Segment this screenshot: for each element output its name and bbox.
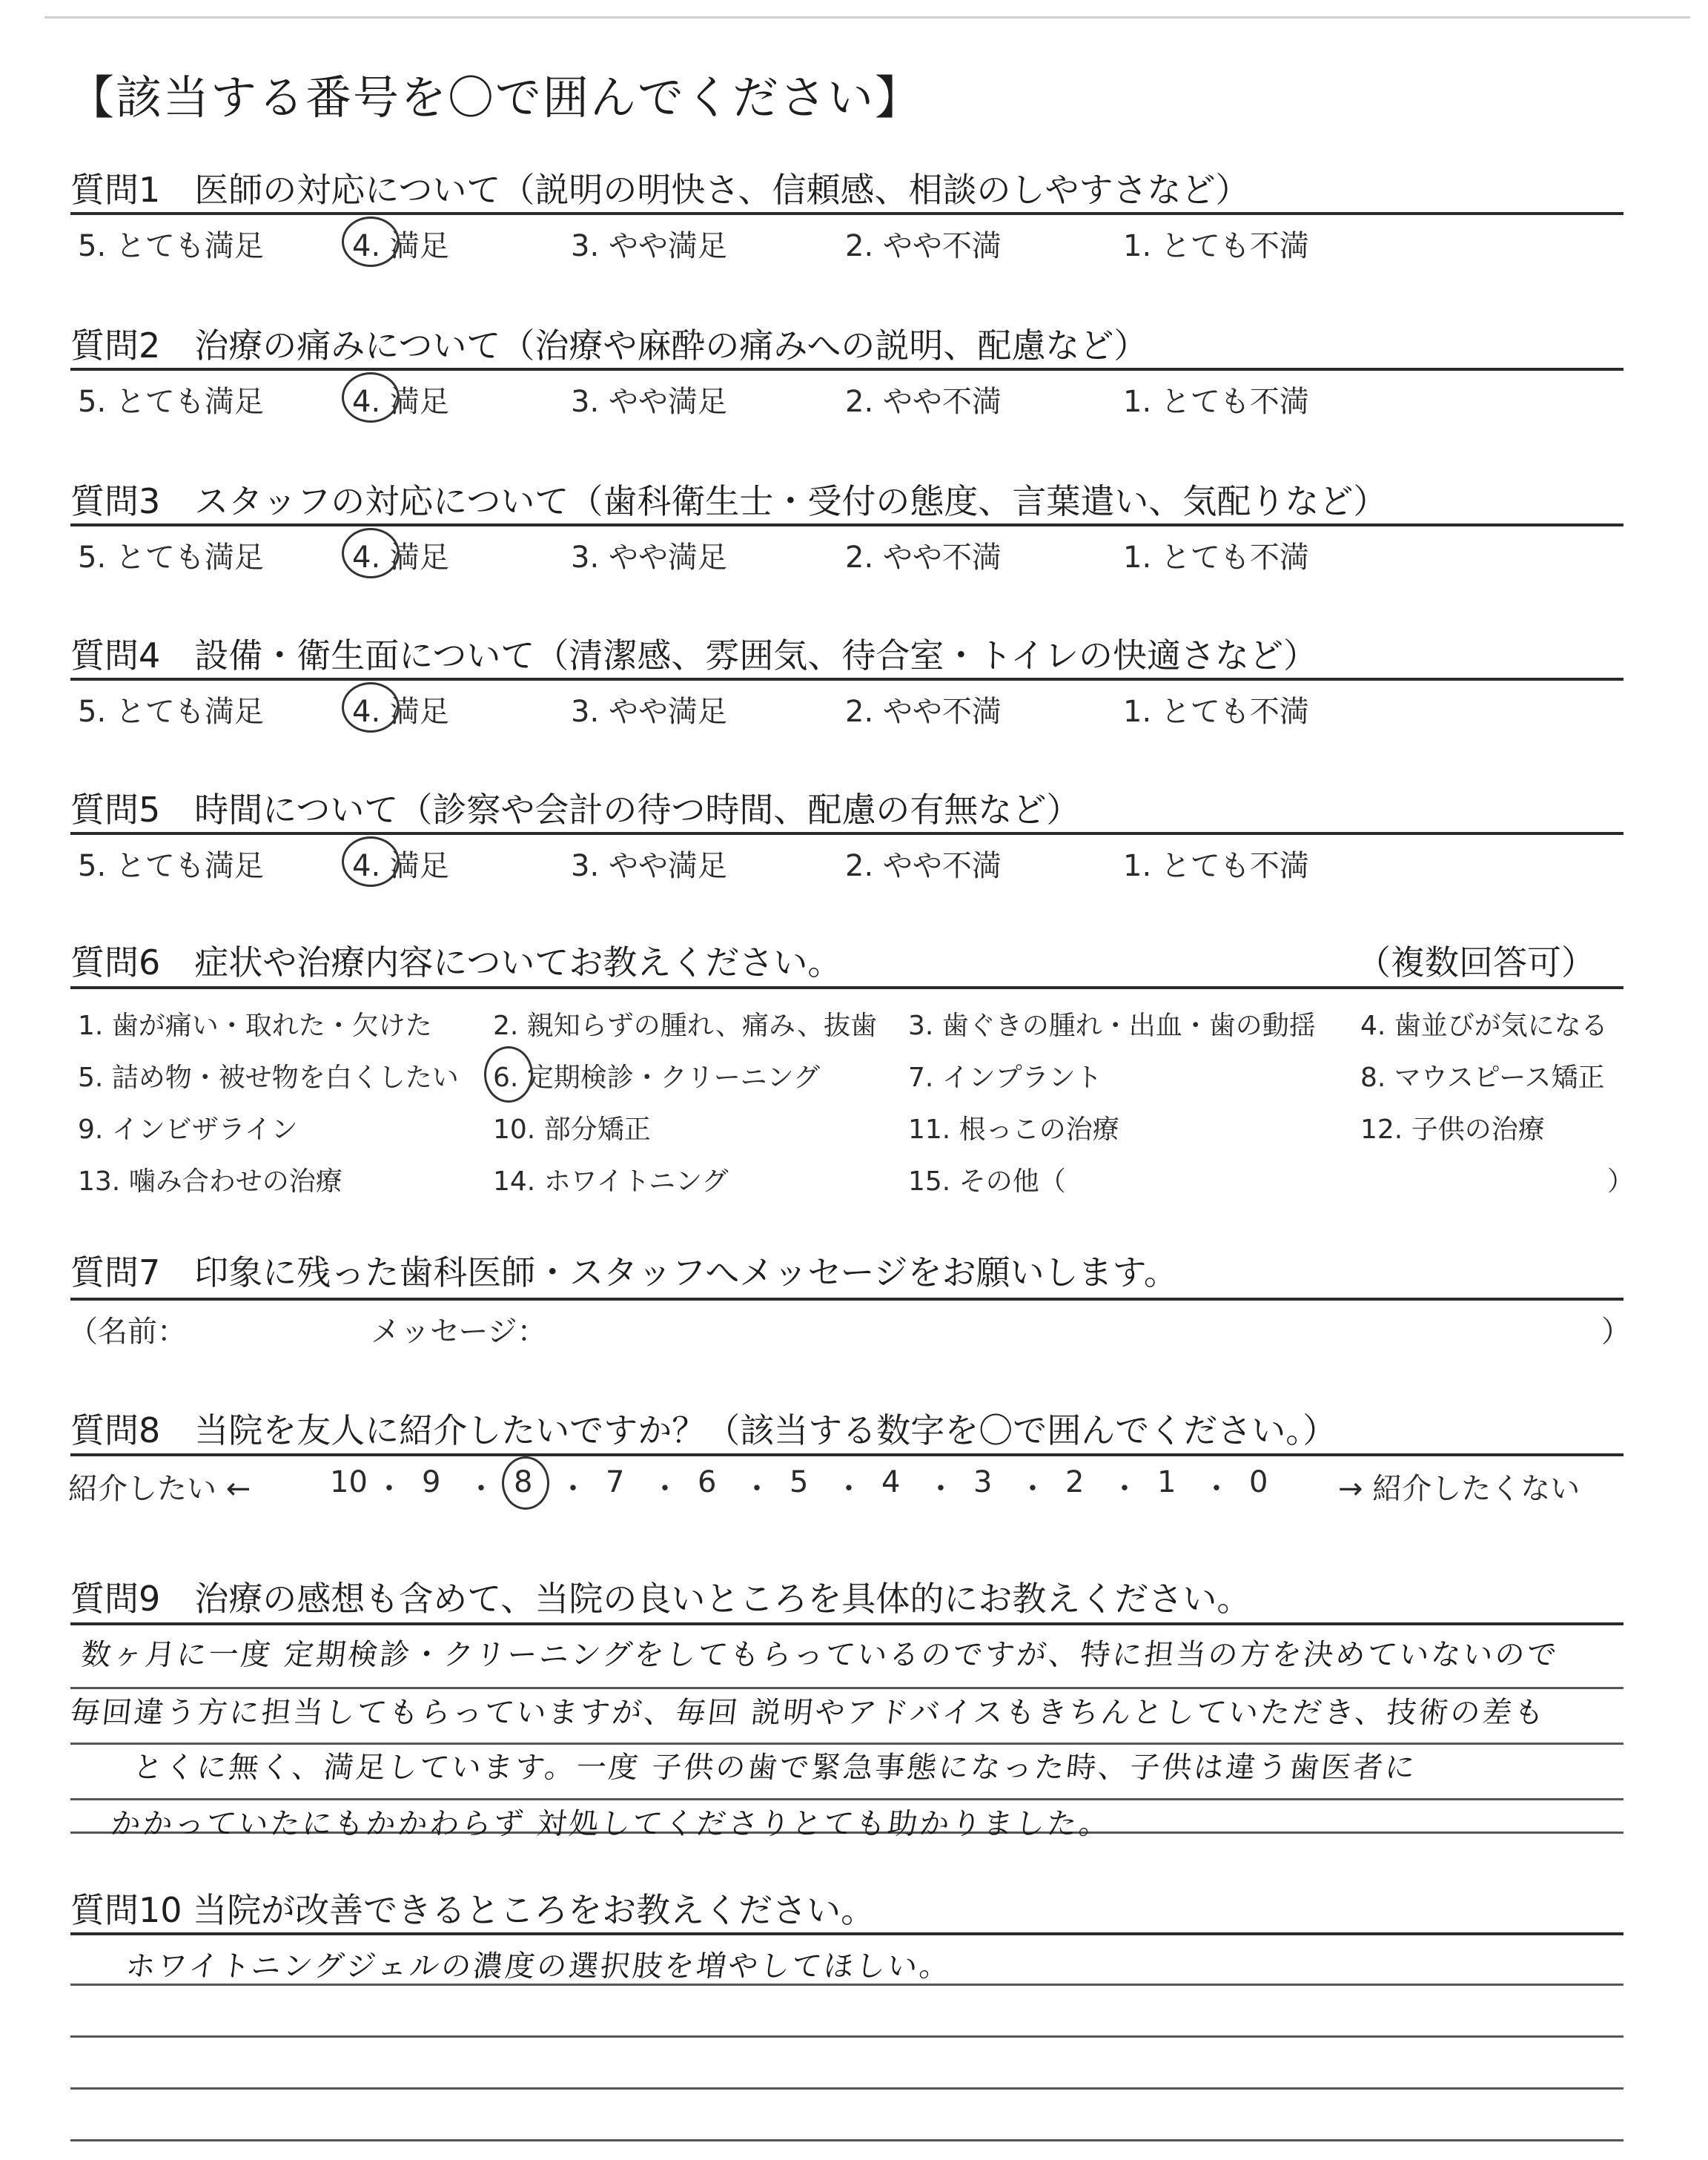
q10-answer-line: ホワイトニングジェルの濃度の選択肢を増やしてほしい。 <box>124 1949 953 1984</box>
question-3-title: 質問3 スタッフの対応について（歯科衛生士・受付の態度、言葉遣い、気配りなど） <box>70 481 1388 521</box>
question-5-selected-circle <box>342 836 400 887</box>
q6-option-2[interactable]: 2. 親知らずの腫れ、痛み、抜歯 <box>493 1011 878 1041</box>
question-2-option-4[interactable]: 4. 満足 <box>352 385 449 419</box>
q8-title: 質問8 当院を友人に紹介したいですか？（該当する数字を〇で囲んでください。） <box>70 1410 1337 1450</box>
question-5-option-1[interactable]: 1. とても不満 <box>1123 849 1309 883</box>
question-2-option-2[interactable]: 2. やや不満 <box>845 385 1002 419</box>
q6-rule <box>70 986 1623 989</box>
q8-scale-separator: ・ <box>466 1472 496 1506</box>
q10-rule <box>70 1932 1623 1935</box>
q6-note: （複数回答可） <box>1357 942 1595 982</box>
question-5-option-3[interactable]: 3. やや満足 <box>571 849 727 883</box>
question-1-option-1[interactable]: 1. とても不満 <box>1123 229 1309 263</box>
q10-line-3 <box>70 2087 1623 2090</box>
q8-scale-separator: ・ <box>1018 1472 1047 1506</box>
q8-scale-2[interactable]: 2 <box>1065 1465 1085 1499</box>
question-4-option-4[interactable]: 4. 満足 <box>352 695 449 729</box>
question-5-option-2[interactable]: 2. やや不満 <box>845 849 1002 883</box>
question-3-option-5[interactable]: 5. とても満足 <box>78 541 264 575</box>
question-4-title: 質問4 設備・衛生面について（清潔感、雰囲気、待合室・トイレの快適さなど） <box>70 635 1318 676</box>
q6-option-13[interactable]: 13. 噛み合わせの治療 <box>78 1166 342 1197</box>
q6-option-10[interactable]: 10. 部分矯正 <box>493 1114 651 1145</box>
q9-answer-line: かかっていたにもかかわらず 対処してくださりとても助かりました。 <box>109 1807 1113 1841</box>
q8-scale-0[interactable]: 0 <box>1249 1465 1268 1499</box>
q7-name-label: （名前： <box>68 1315 187 1349</box>
q9-answer-line: とくに無く、満足しています。一度 子供の歯で緊急事態になった時、子供は違う歯医者に <box>131 1751 1419 1785</box>
q10-title: 質問10 当院が改善できるところをお教えください。 <box>70 1890 875 1930</box>
page-header: 【該当する番号を〇で囲んでください】 <box>68 70 923 125</box>
question-1-option-2[interactable]: 2. やや不満 <box>845 229 1002 263</box>
q8-scale-separator: ・ <box>558 1472 588 1506</box>
question-1-rule <box>70 212 1623 215</box>
q8-selected-circle <box>502 1456 549 1510</box>
question-5-title: 質問5 時間について（診察や会計の待つ時間、配慮の有無など） <box>70 790 1081 830</box>
q6-option-11[interactable]: 11. 根っこの治療 <box>908 1114 1119 1145</box>
question-4-selected-circle <box>342 682 400 733</box>
question-2-option-1[interactable]: 1. とても不満 <box>1123 385 1309 419</box>
q6-option-16: ） <box>1607 1166 1635 1197</box>
q8-rule <box>70 1453 1623 1456</box>
q6-option-14[interactable]: 14. ホワイトニング <box>493 1166 729 1197</box>
question-4-option-2[interactable]: 2. やや不満 <box>845 695 1002 729</box>
q8-scale-separator: ・ <box>742 1472 772 1506</box>
q6-option-1[interactable]: 1. 歯が痛い・取れた・欠けた <box>78 1011 432 1041</box>
question-4-rule <box>70 678 1623 681</box>
question-5-rule <box>70 832 1623 835</box>
question-4-option-1[interactable]: 1. とても不満 <box>1123 695 1309 729</box>
q6-option-4[interactable]: 4. 歯並びが気になる <box>1360 1011 1608 1041</box>
question-5-option-5[interactable]: 5. とても満足 <box>78 849 264 883</box>
q6-option-5[interactable]: 5. 詰め物・被せ物を白くしたい <box>78 1063 459 1093</box>
q8-scale-4[interactable]: 4 <box>881 1465 901 1499</box>
q8-scale-1[interactable]: 1 <box>1157 1465 1176 1499</box>
question-4-option-3[interactable]: 3. やや満足 <box>571 695 727 729</box>
q7-close-paren: ） <box>1601 1315 1631 1349</box>
question-3-rule <box>70 524 1623 526</box>
q6-option-7[interactable]: 7. インプラント <box>908 1063 1102 1093</box>
q8-scale-3[interactable]: 3 <box>973 1465 993 1499</box>
question-3-option-1[interactable]: 1. とても不満 <box>1123 541 1309 575</box>
q10-line-2 <box>70 2035 1623 2038</box>
question-2-selected-circle <box>342 372 400 423</box>
question-1-option-4[interactable]: 4. 満足 <box>352 229 449 263</box>
question-1-title: 質問1 医師の対応について（説明の明快さ、信頼感、相談のしやすさなど） <box>70 170 1250 210</box>
question-3-selected-circle <box>342 528 400 578</box>
question-3-option-4[interactable]: 4. 満足 <box>352 541 449 575</box>
q8-scale-9[interactable]: 9 <box>422 1465 441 1499</box>
q9-answer-line: 毎回違う方に担当してもらっていますが、毎回 説明やアドバイスもきちんとしていただき、技術の差も <box>68 1696 1548 1730</box>
q8-scale-5[interactable]: 5 <box>790 1465 809 1499</box>
question-2-rule <box>70 368 1623 371</box>
q6-option-12[interactable]: 12. 子供の治療 <box>1360 1114 1545 1145</box>
question-2-option-3[interactable]: 3. やや満足 <box>571 385 727 419</box>
q6-option-9[interactable]: 9. インビザライン <box>78 1114 298 1145</box>
q8-scale-separator: ・ <box>926 1472 956 1506</box>
q6-title: 質問6 症状や治療内容についてお教えください。 <box>70 942 842 982</box>
q7-message-label: メッセージ： <box>371 1315 547 1349</box>
q8-scale-separator: ・ <box>1110 1472 1139 1506</box>
q7-title: 質問7 印象に残った歯科医師・スタッフへメッセージをお願いします。 <box>70 1252 1178 1292</box>
question-4-option-5[interactable]: 5. とても満足 <box>78 695 264 729</box>
q10-line-4 <box>70 2139 1623 2141</box>
q8-scale-separator: ・ <box>1202 1472 1231 1506</box>
question-2-title: 質問2 治療の痛みについて（治療や麻酔の痛みへの説明、配慮など） <box>70 326 1148 366</box>
question-1-selected-circle <box>342 217 400 267</box>
q8-scale-separator: ・ <box>374 1472 404 1506</box>
question-1-option-3[interactable]: 3. やや満足 <box>571 229 727 263</box>
q8-scale-separator: ・ <box>834 1472 864 1506</box>
q8-scale-separator: ・ <box>650 1472 680 1506</box>
q8-scale-7[interactable]: 7 <box>606 1465 625 1499</box>
q6-option-8[interactable]: 8. マウスピース矯正 <box>1360 1063 1605 1093</box>
page-top-border <box>44 16 1690 19</box>
question-3-option-3[interactable]: 3. やや満足 <box>571 541 727 575</box>
question-1-option-5[interactable]: 5. とても満足 <box>78 229 264 263</box>
q8-scale-6[interactable]: 6 <box>698 1465 717 1499</box>
question-5-option-4[interactable]: 4. 満足 <box>352 849 449 883</box>
q9-rule <box>70 1622 1623 1625</box>
q7-rule <box>70 1298 1623 1301</box>
q6-option-15[interactable]: 15. その他（ <box>908 1166 1066 1197</box>
question-3-option-2[interactable]: 2. やや不満 <box>845 541 1002 575</box>
q6-option-6[interactable]: 6. 定期検診・クリーニング <box>493 1063 821 1093</box>
q8-scale-10[interactable]: 10 <box>330 1465 368 1499</box>
q8-right-label: → 紹介したくない <box>1338 1472 1580 1506</box>
q8-scale-8[interactable]: 8 <box>514 1465 533 1499</box>
q6-option-3[interactable]: 3. 歯ぐきの腫れ・出血・歯の動揺 <box>908 1011 1316 1041</box>
q6-selected-circle <box>484 1046 533 1103</box>
question-2-option-5[interactable]: 5. とても満足 <box>78 385 264 419</box>
q9-title: 質問9 治療の感想も含めて、当院の良いところを具体的にお教えください。 <box>70 1579 1251 1619</box>
q9-answer-line: 数ヶ月に一度 定期検診・クリーニングをしてもらっているのですが、特に担当の方を決めていないので <box>79 1638 1560 1672</box>
q8-left-label: 紹介したい ← <box>68 1472 251 1506</box>
